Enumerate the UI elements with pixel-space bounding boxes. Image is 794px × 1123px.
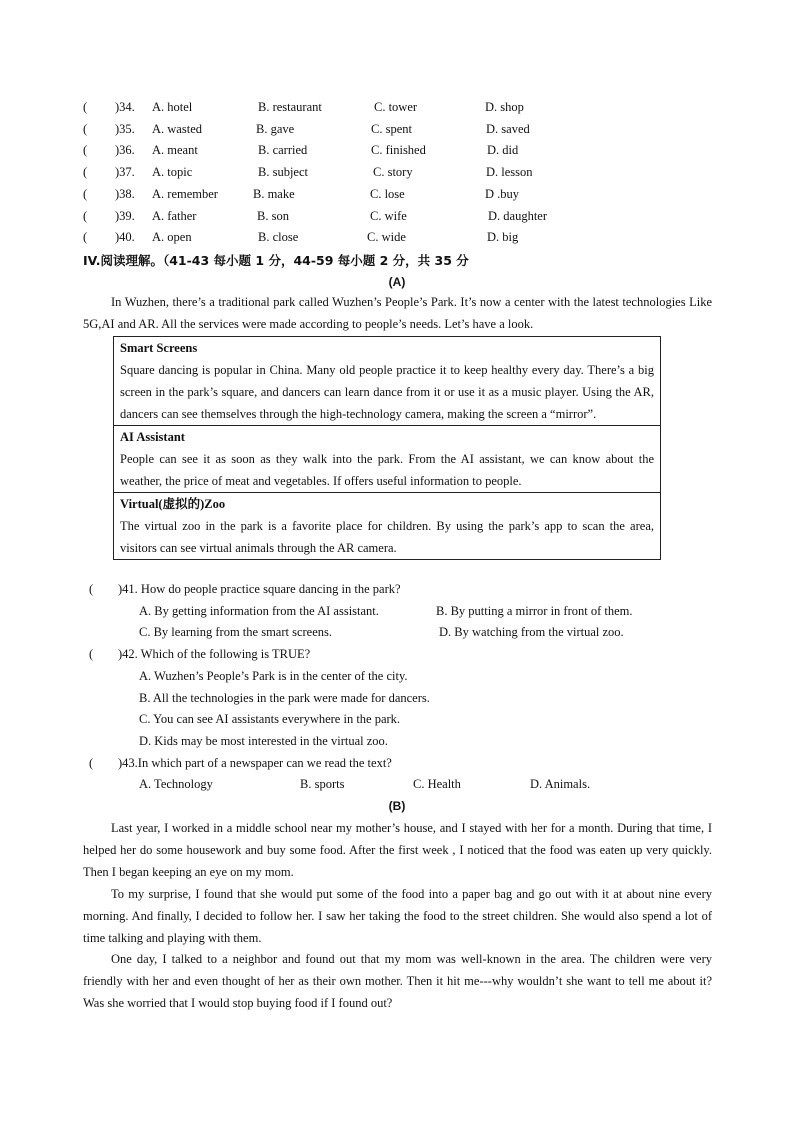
option-d: D .buy [485, 187, 520, 201]
info-table [113, 336, 661, 560]
cloze-row [0, 228, 794, 246]
question-42-option [0, 689, 794, 707]
question-number: )39. [115, 209, 135, 223]
option-d: D. big [487, 230, 519, 244]
option-b: B. carried [258, 143, 308, 157]
option-d: D. did [487, 143, 519, 157]
cell-body: People can see it as soon as they walk into the park. From the AI assistant, we can know about the weather, the price of meat and vegetables. If offers useful information to people. [120, 452, 654, 488]
option-c: C. Health [413, 777, 461, 791]
option-b: B. sports [300, 777, 345, 791]
option-a: A. topic [152, 165, 193, 179]
option-c: C. By learning from the smart screens. [139, 625, 333, 639]
question-stem: )41. How do people practice square dancing in the park? [118, 582, 401, 596]
cloze-row [0, 185, 794, 203]
option-b: B. son [257, 209, 289, 223]
option-d: D. saved [486, 122, 530, 136]
option-d: D. daughter [488, 209, 548, 223]
question-number: )35. [115, 122, 135, 136]
question-43 [0, 754, 794, 772]
part-b-paragraph-3: One day, I talked to a neighbor and found out that my mom was well-known in the area. The children were very friendly with her and even thought of her as their own mother. Then it hit me---why wouldn’t she want to tell me about it? Was she worried that I would stop buying food if I found out? [83, 952, 712, 1010]
question-41-options [0, 602, 794, 620]
cloze-row [0, 141, 794, 159]
virtual-zoo-cell [114, 493, 660, 559]
option-d: D. By watching from the virtual zoo. [439, 625, 624, 639]
option-a: A. Wuzhen’s People’s Park is in the center of the city. [139, 669, 408, 683]
part-a-intro: In Wuzhen, there’s a traditional park called Wuzhen’s People’s Park. It’s now a center with the latest technologies Like 5G,AI and AR. All the services were made according to people’s needs. Let’s have a look. [83, 295, 712, 331]
option-d: D. Kids may be most interested in the virtual zoo. [139, 734, 388, 748]
cell-title: Smart Screens [120, 341, 198, 355]
option-a: A. hotel [152, 100, 193, 114]
cell-body: The virtual zoo in the park is a favorite place for children. By using the park’s app to scan the area, visitors can see virtual animals through the AR camera. [120, 519, 654, 555]
option-b: B. By putting a mirror in front of them. [436, 604, 633, 618]
answer-paren: ( [89, 582, 94, 596]
question-number: )40. [115, 230, 135, 244]
option-d: D. shop [485, 100, 524, 114]
question-42 [0, 645, 794, 663]
option-b: B. subject [258, 165, 308, 179]
cloze-row [0, 207, 794, 225]
option-c: C. tower [374, 100, 418, 114]
option-c: C. story [373, 165, 413, 179]
question-42-option [0, 710, 794, 728]
option-c: C. wife [370, 209, 407, 223]
option-a: A. meant [152, 143, 198, 157]
option-b: B. All the technologies in the park were made for dancers. [139, 691, 430, 705]
part-b-paragraph-1: Last year, I worked in a middle school near my mother’s house, and I stayed with her for a month. During that time, I helped her do some housework and buy some food. After the first week , I noticed that the food was eaten up very quickly. Then I began keeping an eye on my mom. [83, 821, 712, 879]
answer-paren: ( [83, 187, 88, 201]
part-b-paragraph-2: To my surprise, I found that she would put some of the food into a paper bag and go out with it at about nine every morning. And finally, I decided to follow her. I saw her taking the food to the street children. She would also spend a lot of time talking and playing with them. [83, 887, 712, 945]
question-41-options [0, 623, 794, 641]
cloze-row [0, 120, 794, 138]
option-a: A. Technology [139, 777, 213, 791]
option-b: B. restaurant [258, 100, 322, 114]
answer-paren: ( [83, 100, 88, 114]
question-41 [0, 580, 794, 598]
part-a-label: (A) [388, 275, 406, 289]
question-stem: )43.In which part of a newspaper can we read the text? [118, 756, 392, 770]
option-c: C. spent [371, 122, 412, 136]
answer-paren: ( [83, 230, 88, 244]
question-43-options [0, 775, 794, 793]
option-a: A. father [152, 209, 197, 223]
option-a: A. open [152, 230, 192, 244]
cloze-row [0, 98, 794, 116]
question-number: )34. [115, 100, 135, 114]
cell-title: Virtual(虚拟的)Zoo [120, 497, 226, 511]
option-a: A. wasted [152, 122, 202, 136]
answer-paren: ( [83, 122, 88, 136]
question-stem: )42. Which of the following is TRUE? [118, 647, 311, 661]
part-b-label: (B) [388, 799, 406, 813]
option-d: D. lesson [486, 165, 533, 179]
cell-body: Square dancing is popular in China. Many old people practice it to keep healthy every day. There’s a big screen in the park’s square, and dancers can learn dance from it or use it as a music player. Using the AR, dancers can see themselves through the high-technology camera, making the screen a “mirror”. [120, 363, 654, 421]
question-number: )36. [115, 143, 135, 157]
option-c: C. lose [370, 187, 405, 201]
smart-screens-cell [114, 337, 660, 426]
question-42-option [0, 732, 794, 750]
option-b: B. make [253, 187, 295, 201]
question-42-option [0, 667, 794, 685]
option-a: A. remember [152, 187, 218, 201]
option-c: C. You can see AI assistants everywhere in the park. [139, 712, 401, 726]
cloze-row [0, 163, 794, 181]
ai-assistant-cell [114, 426, 660, 493]
question-number: )38. [115, 187, 135, 201]
question-number: )37. [115, 165, 135, 179]
section-heading: IV.阅读理解。（41-43 每小题 1 分，44-59 每小题 2 分，共 35 分 [83, 253, 469, 268]
answer-paren: ( [83, 165, 88, 179]
option-d: D. Animals. [530, 777, 591, 791]
answer-paren: ( [89, 756, 94, 770]
option-b: B. close [258, 230, 299, 244]
answer-paren: ( [83, 209, 88, 223]
answer-paren: ( [89, 647, 94, 661]
cell-title: AI Assistant [120, 430, 185, 444]
option-b: B. gave [256, 122, 295, 136]
option-a: A. By getting information from the AI assistant. [139, 604, 379, 618]
option-c: C. finished [371, 143, 426, 157]
answer-paren: ( [83, 143, 88, 157]
option-c: C. wide [367, 230, 406, 244]
